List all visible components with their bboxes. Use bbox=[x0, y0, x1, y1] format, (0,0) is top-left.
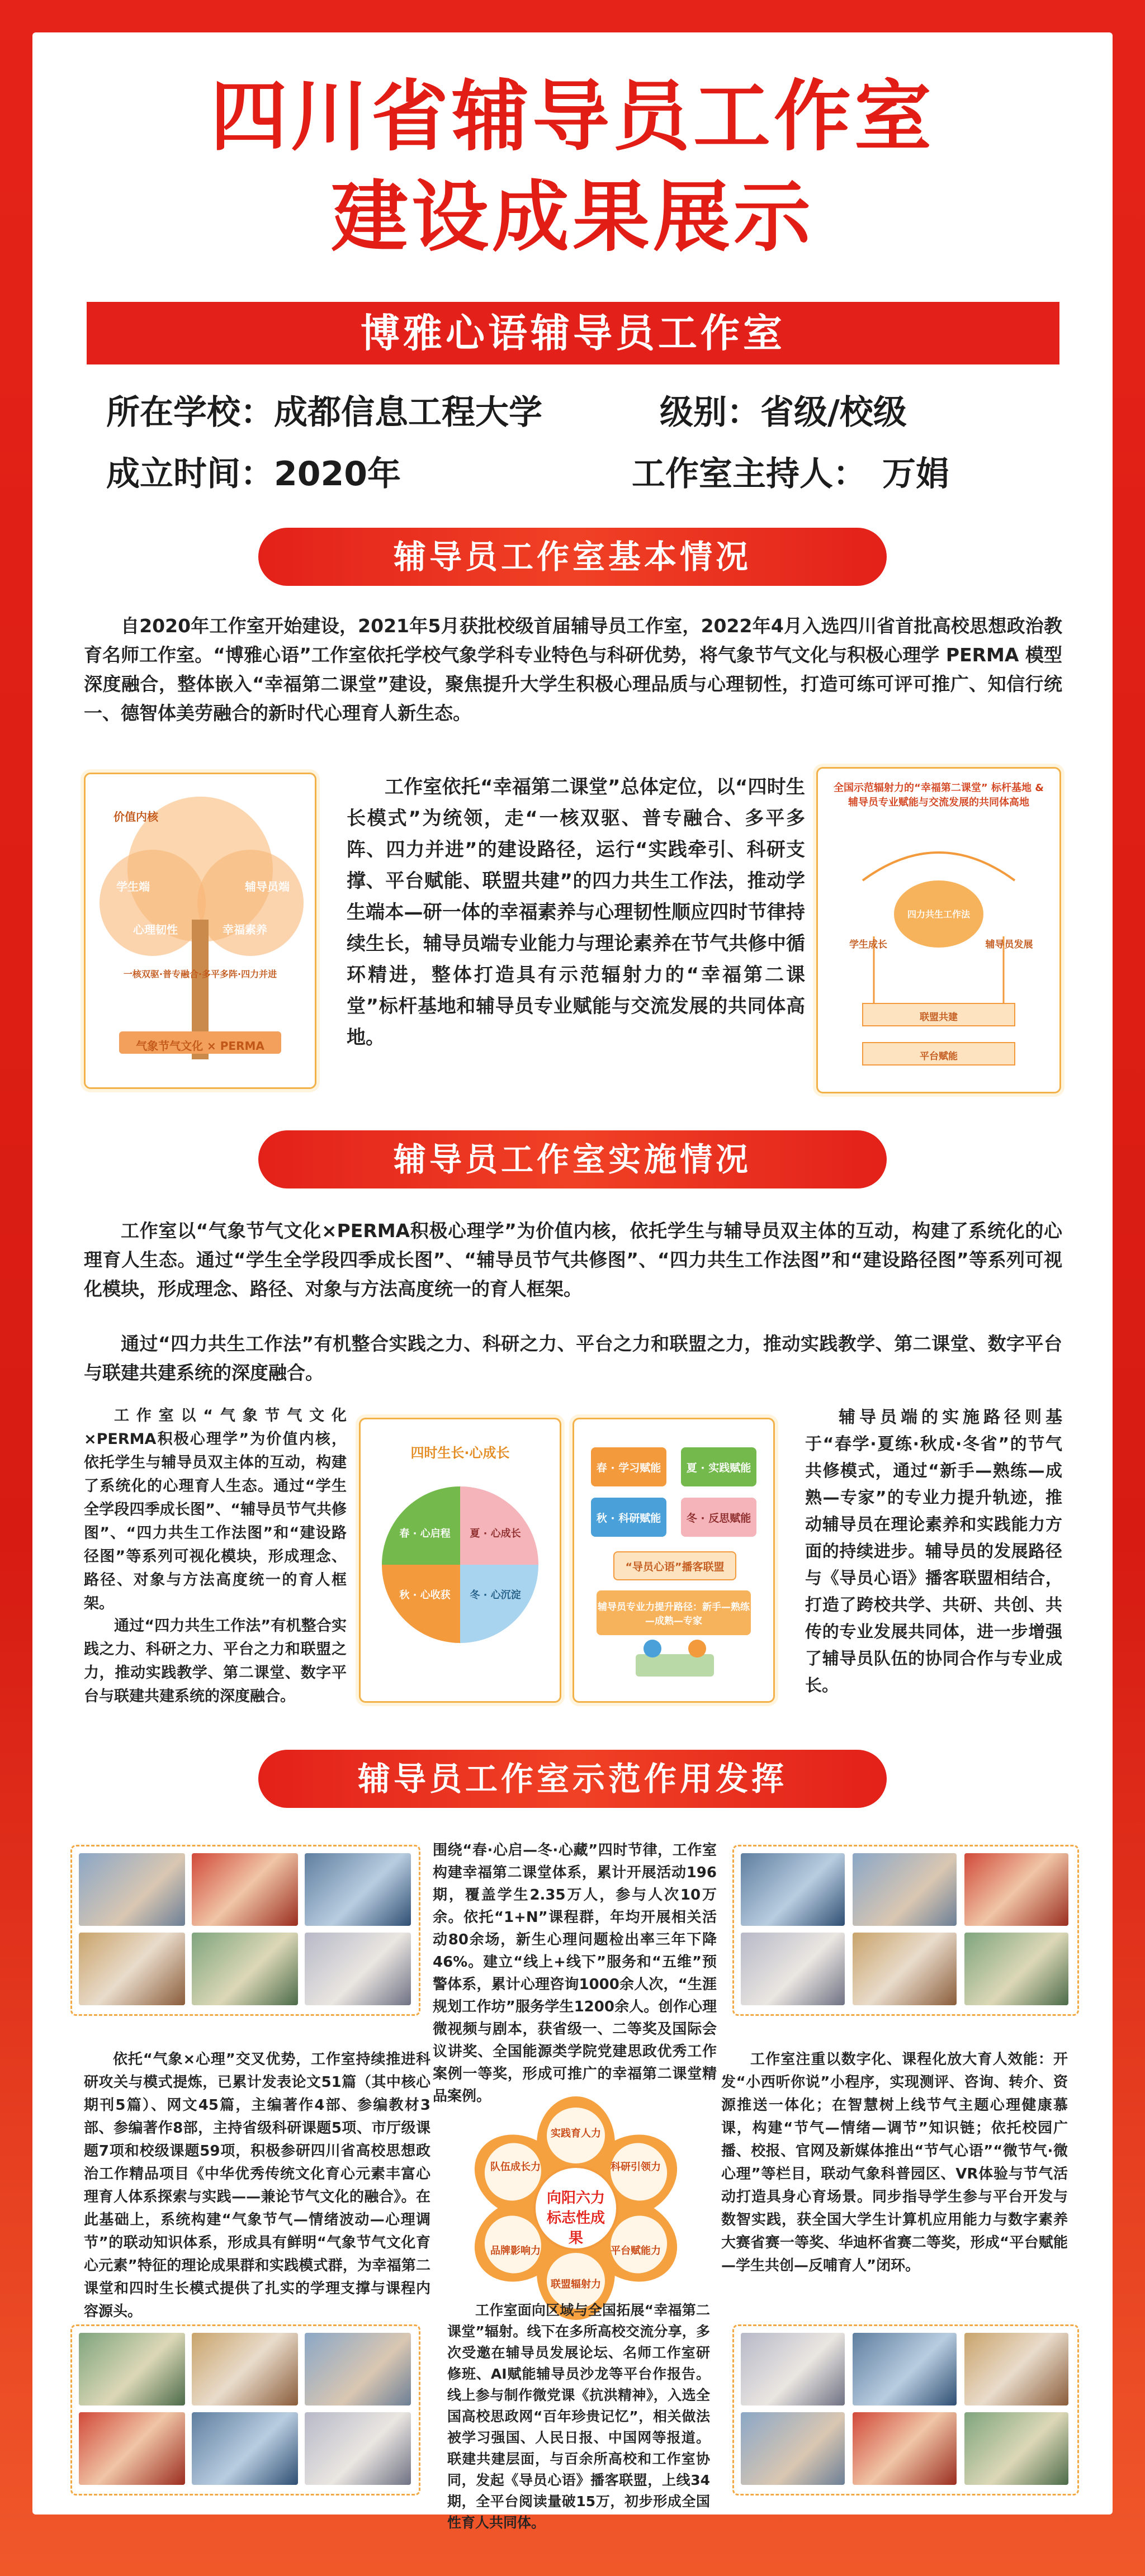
petal-2: 平台赋能力 bbox=[611, 2245, 661, 2257]
main-title-line1: 四川省辅导员工作室 bbox=[210, 70, 935, 162]
demo-mid-bottom: 工作室面向区域与全国拓展“幸福第二课堂”辐射。线下在多所高校交流分享，多次受邀在辅导员发展论坛、名师工作室研修班、AI赋能辅导员沙龙等平台作报告。线上参与制作微党课《抗洪精神》，入选全国高校思政网“百年珍贵记忆”，相关做法被学习强国、人民日报、中国网等报道。联建共建层面，与百余所高校和工作室协同，发起《导员心语》播客联盟，上线34期，全平台阅读量破15万，初步形成全国性育人共同体。 bbox=[447, 2302, 710, 2531]
host-value: 万娟 bbox=[882, 454, 949, 494]
photo bbox=[305, 1933, 411, 2005]
main-title-line2: 建设成果展示 bbox=[330, 171, 814, 262]
photo bbox=[305, 1853, 411, 1926]
box-winter: 冬 · 反思赋能 bbox=[681, 1498, 756, 1537]
photo-collage-top-right bbox=[732, 1845, 1079, 2016]
level-info bbox=[660, 386, 907, 434]
structure-svg bbox=[818, 769, 1059, 1092]
photo bbox=[964, 1853, 1068, 1926]
photo bbox=[741, 1853, 845, 1926]
host-label: 工作室主持人： bbox=[632, 454, 867, 494]
season-autumn: 秋 · 心收获 bbox=[399, 1589, 451, 1601]
tree-label-1: 气象节气文化 × PERMA bbox=[136, 1039, 264, 1053]
impl-left-2: 通过“四力共生工作法”有机整合实践之力、科研之力、平台之力和联盟之力，推动实践教学、第二课堂、数字平台与联建共建系统的深度融合。 bbox=[84, 1617, 347, 1705]
photo bbox=[964, 1933, 1068, 2005]
photo bbox=[192, 2333, 298, 2405]
petal-0: 实践育人力 bbox=[551, 2128, 601, 2139]
photo bbox=[964, 2412, 1068, 2485]
box-spring: 春 · 学习赋能 bbox=[591, 1447, 666, 1486]
school-value: 成都信息工程大学 bbox=[274, 393, 542, 432]
section-basic-heading: 辅导员工作室基本情况 bbox=[258, 528, 887, 586]
studio-name-banner: 博雅心语辅导员工作室 bbox=[87, 302, 1059, 364]
photo bbox=[305, 2333, 411, 2405]
photo-collage-bottom-left bbox=[70, 2324, 420, 2496]
box-podcast: “导员心语”播客联盟 bbox=[613, 1551, 736, 1580]
petal-4: 品牌影响力 bbox=[490, 2245, 541, 2257]
structure-title: 全国示范辐射力的“幸福第二课堂” 标杆基地 & 辅导员专业赋能与交流发展的共同体高地 bbox=[834, 782, 1044, 808]
level-value: 省级/校级 bbox=[760, 393, 907, 432]
petal-1: 科研引领力 bbox=[611, 2161, 661, 2173]
season-wheel-diagram bbox=[359, 1418, 561, 1703]
season-spring: 春 · 心启程 bbox=[399, 1528, 451, 1540]
photo bbox=[79, 1933, 185, 2005]
photo bbox=[853, 1853, 957, 1926]
school-info bbox=[106, 386, 542, 434]
flower-center: 向阳六力 标志性成果 bbox=[546, 2190, 605, 2247]
photo bbox=[192, 1933, 298, 2005]
box-autumn: 秋 · 科研赋能 bbox=[591, 1498, 666, 1537]
photo-collage-top-left bbox=[70, 1845, 420, 2016]
photo bbox=[79, 2412, 185, 2485]
season-boxes-diagram bbox=[572, 1418, 775, 1703]
node-method: 四力共生工作法 bbox=[907, 909, 970, 920]
tree-label-6: 幸福素养 bbox=[223, 923, 267, 936]
basic-body: 工作室依托“幸福第二课堂”总体定位，以“四时生长模式”为统领，走“一核双驱、普专融合、多平多阵、四力并进”的建设路径，运行“实践牵引、科研支撑、平台赋能、联盟共建”的四力共生工作法，推动学生端本—研一体的幸福素养与心理韧性顺应四时节律持续生长，辅导员端专业能力与理论素养在节气共修中循环精进，整体打造具有示范辐射力的“幸福第二课堂”标杆基地和辅导员专业赋能与交流发展的共同体高地。 bbox=[347, 776, 805, 1049]
photo bbox=[853, 1933, 957, 2005]
tree-label-2: 一核双驱·普专融合·多平多阵·四力并进 bbox=[123, 969, 277, 979]
petal-3: 联盟辐射力 bbox=[551, 2279, 601, 2290]
founded-info bbox=[106, 447, 401, 495]
photo bbox=[853, 2412, 957, 2485]
impl-p1: 工作室以“气象节气文化×PERMA积极心理学”为价值内核，依托学生与辅导员双主体的互动，构建了系统化的心理育人生态。通过“学生全学段四季成长图”、“辅导员节气共修图”、“四力共生工作法图”和“建设路径图”等系列可视化模块，形成理念、路径、对象与方法高度统一的育人框架。 bbox=[84, 1220, 1062, 1300]
node-platform: 平台赋能 bbox=[920, 1051, 958, 1062]
season-wheel-svg bbox=[361, 1419, 560, 1701]
photo bbox=[741, 1933, 845, 2005]
photo bbox=[79, 1853, 185, 1926]
photo bbox=[192, 1853, 298, 1926]
photo bbox=[79, 2333, 185, 2405]
basic-intro: 自2020年工作室开始建设，2021年5月获批校级首届辅导员工作室，2022年4月入选四川省首批高校思想政治教育名师工作室。“博雅心语”工作室依托学校气象学科专业特色与科研优势，将气象节气文化与积极心理学 PERMA 模型深度融合，整体嵌入“幸福第二课堂”建设，聚焦提升大学生积极心理品质与心理韧性，打造可练可评可推广、知信行统一、德智体美劳融合的新时代心理育人新生态。 bbox=[84, 615, 1062, 724]
photo bbox=[741, 2412, 845, 2485]
demo-mid-top: 围绕“春·心启—冬·心藏”四时节律，工作室构建幸福第二课堂体系，累计开展活动196期，覆盖学生2.35万人，参与人次10万余。依托“1+N”课程群，年均开展相关活动80余场，新生心理问题检出率三年下降46%。建立“线上+线下”服务和“五维”预警体系，累计心理咨询1000余人次，“生涯规划工作坊”服务学生1200余人。创作心理微视频与剧本，获省级一、二等奖及国际会议讲奖、全国能源类学院党建思政优秀工作案例一等奖，形成可推广的幸福第二课堂精品案例。 bbox=[433, 1842, 717, 2105]
photo bbox=[192, 2412, 298, 2485]
school-label: 所在学校： bbox=[106, 393, 274, 432]
section-demo-heading: 辅导员工作室示范作用发挥 bbox=[258, 1750, 887, 1808]
photo bbox=[964, 2333, 1068, 2405]
node-student: 学生成长 bbox=[849, 939, 887, 950]
impl-right: 辅导员端的实施路径则基于“春学·夏练·秋成·冬省”的节气共修模式，通过“新手—熟练—成熟—专家”的专业力提升轨迹，推动辅导员在理论素养和实践能力方面的持续进步。辅导员的发展路径与《导员心语》播客联盟相结合，打造了跨校共学、共研、共创、共传的专业发展共同体，进一步增强了辅导员队伍的协同合作与专业成长。 bbox=[805, 1408, 1062, 1696]
photo-collage-bottom-right bbox=[732, 2324, 1079, 2496]
photo bbox=[305, 2412, 411, 2485]
section-impl-heading: 辅导员工作室实施情况 bbox=[258, 1130, 887, 1188]
season-winter: 冬 · 心沉淀 bbox=[470, 1589, 521, 1601]
node-counselor: 辅导员发展 bbox=[985, 939, 1033, 950]
impl-p2: 通过“四力共生工作法”有机整合实践之力、科研之力、平台之力和联盟之力，推动实践教学、第二课堂、数字平台与联建共建系统的深度融合。 bbox=[84, 1333, 1062, 1384]
tree-label-4: 辅导员端 bbox=[245, 880, 290, 893]
demo-right-mid: 工作室注重以数字化、课程化放大育人效能：开发“小西听你说”小程序，实现测评、咨询、转介、资源推送一体化；在智慧树上线节气主题心理健康慕课，构建“节气—情绪—调节”知识链；依托校园广播、校报、官网及新媒体推出“节气心语”“微节气·微心理”等栏目，联动气象科普园区、VR体验与节气活动打造具身心育场景。同步指导学生参与平台开发与数智实践，获全国大学生计算机应用能力与数字素养大赛省赛一等奖、华迪杯省赛二等奖，形成“平台赋能—学生共创—反哺育人”闭环。 bbox=[721, 2051, 1068, 2274]
founded-label: 成立时间： bbox=[106, 454, 274, 494]
petal-5: 队伍成长力 bbox=[490, 2161, 541, 2173]
structure-diagram bbox=[816, 767, 1061, 1093]
tree-diagram bbox=[84, 773, 316, 1089]
box-path: 辅导员专业力提升路径：新手—熟练—成熟—专家 bbox=[597, 1590, 751, 1635]
impl-left-1: 工作室以“气象节气文化×PERMA积极心理学”为价值内核，依托学生与辅导员双主体的互动，构建了系统化的心理育人生态。通过“学生全学段四季成长图”、“辅导员节气共修图”、“四力共生工作法图”和“建设路径图”等系列可视化模块，形成理念、路径、对象与方法高度统一的育人框架。 bbox=[84, 1407, 347, 1612]
photo bbox=[853, 2333, 957, 2405]
people-illustration bbox=[574, 1419, 773, 1701]
box-summer: 夏 · 实践赋能 bbox=[681, 1447, 756, 1486]
level-label: 级别： bbox=[660, 393, 760, 432]
six-forces-flower bbox=[464, 2096, 688, 2320]
demo-left-mid: 依托“气象×心理”交叉优势，工作室持续推进科研攻关与模式提炼，已累计发表论文51篇（其中核心期刊5篇）、网文45篇，主编著作4部、参编教材3部、参编著作8部，主持省级科研课题5项、市厅级课题7项和校级课题59项，积极参研四川省高校思想政治工作精品项目《中华优秀传统文化育心元素丰富心理育人体系探索与实践——兼论节气文化的融合》。在此基础上，系统构建“气象节气—情绪波动—心理调节”的联动知识体系，形成具有鲜明“气象节气文化育心元素”特征的理论成果群和实践模式群，为幸福第二课堂和四时生长模式提供了扎实的学理支撑与课程内容源头。 bbox=[84, 2051, 430, 2320]
photo bbox=[741, 2333, 845, 2405]
tree-label-5: 心理韧性 bbox=[133, 923, 178, 936]
node-alliance: 联盟共建 bbox=[920, 1012, 958, 1023]
tree-label-0: 价值内核 bbox=[113, 810, 158, 823]
host-info bbox=[632, 447, 949, 495]
season-summer: 夏 · 心成长 bbox=[470, 1528, 521, 1540]
founded-value: 2020年 bbox=[274, 454, 401, 494]
season-wheel-title: 四时生长·心成长 bbox=[410, 1445, 510, 1461]
tree-label-3: 学生端 bbox=[116, 880, 150, 893]
